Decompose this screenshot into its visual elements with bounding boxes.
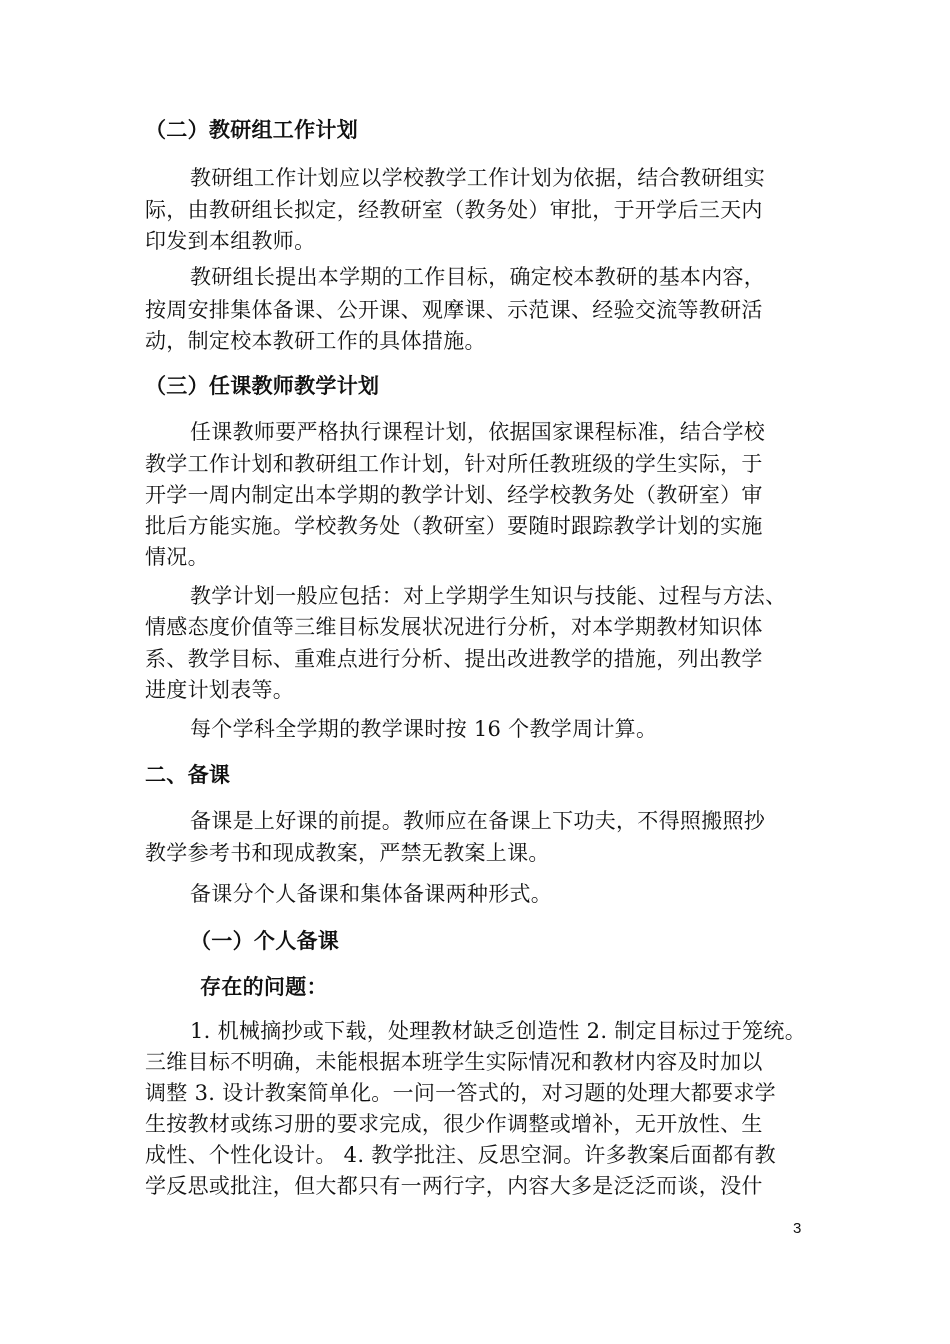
- paragraph-line: 按周安排集体备课、公开课、观摩课、示范课、经验交流等教研活: [145, 298, 763, 322]
- paragraph-line: 教研组工作计划应以学校教学工作计划为依据，结合教研组实: [190, 166, 766, 190]
- page-number: 3: [793, 1220, 802, 1237]
- paragraph-line: 生按教材或练习册的要求完成，很少作调整或增补，无开放性、生: [145, 1112, 763, 1136]
- subsection-heading-personal: （一）个人备课: [190, 929, 340, 953]
- section-heading-2: （二）教研组工作计划: [145, 118, 358, 142]
- paragraph-line: 情况。: [145, 545, 209, 569]
- paragraph-line: 成性、个性化设计。 4. 教学批注、反思空洞。许多教案后面都有教: [145, 1143, 776, 1167]
- paragraph-line: 教学工作计划和教研组工作计划，针对所任教班级的学生实际，于: [145, 452, 763, 476]
- paragraph-line: 系、教学目标、重难点进行分析、提出改进教学的措施，列出教学: [145, 647, 763, 671]
- paragraph-line: 备课是上好课的前提。教师应在备课上下功夫，不得照搬照抄: [190, 809, 766, 833]
- paragraph-line: 每个学科全学期的教学课时按 16 个教学周计算。: [190, 717, 658, 741]
- paragraph-line: 进度计划表等。: [145, 678, 295, 702]
- paragraph-line: 批后方能实施。学校教务处（教研室）要随时跟踪教学计划的实施: [145, 514, 763, 538]
- paragraph-line: 印发到本组教师。: [145, 229, 316, 253]
- paragraph-line: 1. 机械摘抄或下载，处理教材缺乏创造性 2. 制定目标过于笼统。: [190, 1019, 806, 1043]
- paragraph-line: 调整 3. 设计教案简单化。一问一答式的，对习题的处理大都要求学: [145, 1081, 776, 1105]
- paragraph-line: 教研组长提出本学期的工作目标，确定校本教研的基本内容，: [190, 265, 766, 289]
- section-heading-3: （三）任课教师教学计划: [145, 374, 380, 398]
- paragraph-line: 情感态度价值等三维目标发展状况进行分析，对本学期教材知识体: [145, 615, 763, 639]
- paragraph-line: 动，制定校本教研工作的具体措施。: [145, 329, 486, 353]
- paragraph-line: 教学参考书和现成教案，严禁无教案上课。: [145, 841, 550, 865]
- paragraph-line: 学反思或批注，但大都只有一两行字，内容大多是泛泛而谈，没什: [145, 1174, 763, 1198]
- section-heading-beike: 二、备课: [145, 763, 231, 787]
- paragraph-line: 任课教师要严格执行课程计划，依据国家课程标准，结合学校: [190, 420, 766, 444]
- paragraph-line: 际，由教研组长拟定，经教研室（教务处）审批，于开学后三天内: [145, 198, 763, 222]
- paragraph-line: 开学一周内制定出本学期的教学计划、经学校教务处（教研室）审: [145, 483, 763, 507]
- problems-heading: 存在的问题：: [200, 975, 328, 999]
- paragraph-line: 备课分个人备课和集体备课两种形式。: [190, 882, 553, 906]
- paragraph-line: 教学计划一般应包括：对上学期学生知识与技能、过程与方法、: [190, 584, 787, 608]
- paragraph-line: 三维目标不明确，未能根据本班学生实际情况和教材内容及时加以: [145, 1050, 763, 1074]
